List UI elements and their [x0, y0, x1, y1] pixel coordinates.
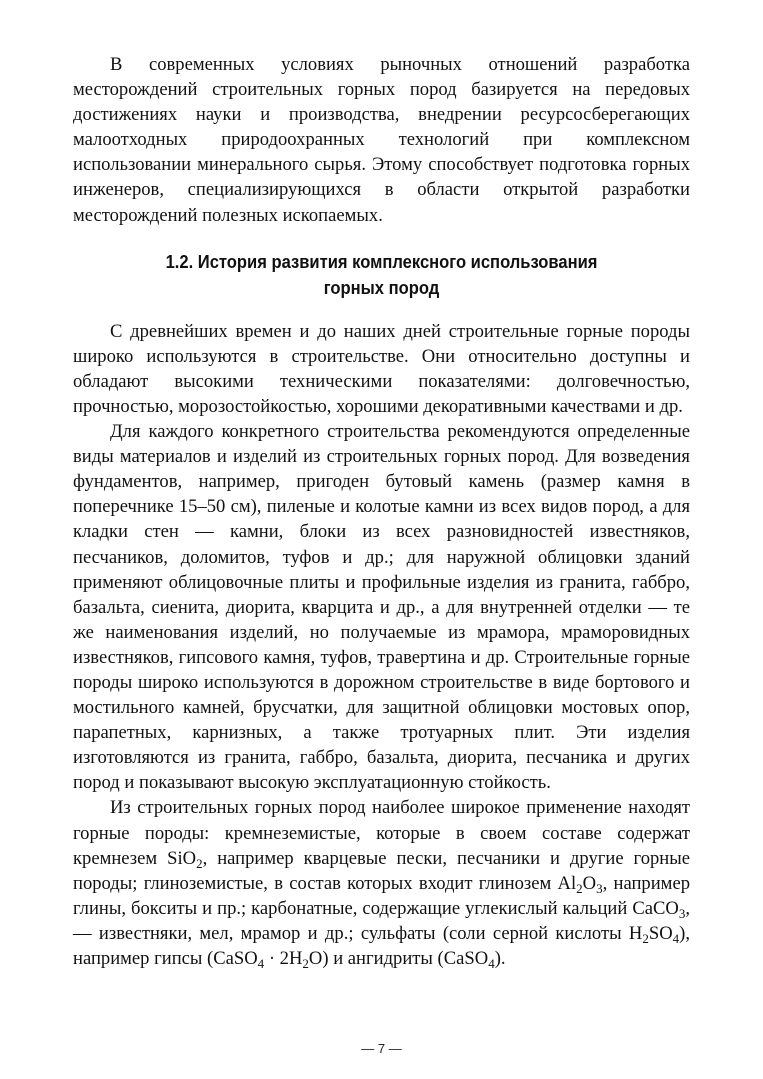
formula-h2so4: $H_2SO_4$ [628, 922, 680, 946]
text-segment: , например глины, бокситы и пр.; карбонатные, содержащие углекислый кальций [73, 872, 690, 919]
formula-al2o3: $Al_2O_3$ [557, 872, 603, 896]
formula-sio2: SiO$_2$ [167, 847, 203, 871]
formula-caco3: CaCO$_3$ [632, 897, 686, 921]
paragraph-2: Для каждого конкретного строительства рекомендуются определенные виды материалов и изделий из строительных горных пород. Для возведения фундаментов, например, пригоден бутовый камень (размер камня в поперечнике 15–50 см), пиленые и колотые камни из всех видов пород, а для кладки стен — камни, блоки из всех разновидностей известняков, песчаников, доломитов, туфов и др.; для наружной облицовки зданий применяют облицовочные плиты и профильные изделия из гранита, габбро, базальта, сиенита, диорита, кварцита и др., а для внутренней отделки — те же наименования изделий, но получаемые из мрамора, мраморовидных известняков, гипсового камня, туфов, травертина и др. Строительные горные породы широко используются в дорожном строительстве в виде бортового и мостильного камней, брусчатки, для защитной облицовки мостовых опор, парапетных, карнизных, а также тротуарных плит. Эти изделия изготовляются из гранита, габбро, базальта, диорита, песчаника и других пород и показывают высокую эксплуатационную стойкость. [73, 421, 690, 794]
section-heading-line-2: горных пород [323, 277, 440, 298]
formula-caso4: CaSO$_4$ [443, 948, 495, 971]
text-segment: ), например гипсы ( [73, 922, 690, 969]
text-segment: , — известняки, мел, мрамор и др.; сульфаты (соли серной кислоты [73, 897, 690, 944]
intro-paragraph: В современных условиях рыночных отношений разработка месторождений строительных горных пород базируется на передовых достижениях науки и производства, внедрении ресурсосберегающих малоотходных природоохранных технологий при комплексном использовании минерального сырья. Этому способствует подготовка горных инженеров, специализирующихся в области открытой разработки месторождений полезных ископаемых. [73, 54, 690, 226]
page-body [73, 52, 690, 971]
paragraph-3 [73, 795, 690, 971]
section-heading-line-1: 1.2. История развития комплексного использования [165, 251, 598, 272]
text-segment: ). [494, 948, 506, 969]
paragraph-1: С древнейших времен и до наших дней строительные горные породы широко используются в строительстве. Они относительно доступны и обладают высокими техническими показателями: долговечностью, прочностью, морозостойкостью, хорошими декоративными качествами и др. [73, 320, 690, 417]
text-segment: ) и ангидриты ( [322, 948, 444, 969]
text-segment: , например кварцевые пески, песчаники и другие горные породы; глиноземистые, в состав которых входит глинозем [73, 847, 690, 894]
text-segment: Из строительных горных пород наиболее широкое применение находят горные породы: кремнеземистые, которые в своем составе содержат кремнезем [73, 797, 690, 869]
formula-gypsum: CaSO$_4$ · $2H_2O$ [213, 948, 323, 971]
page-number: — 7 — [361, 1041, 402, 1056]
